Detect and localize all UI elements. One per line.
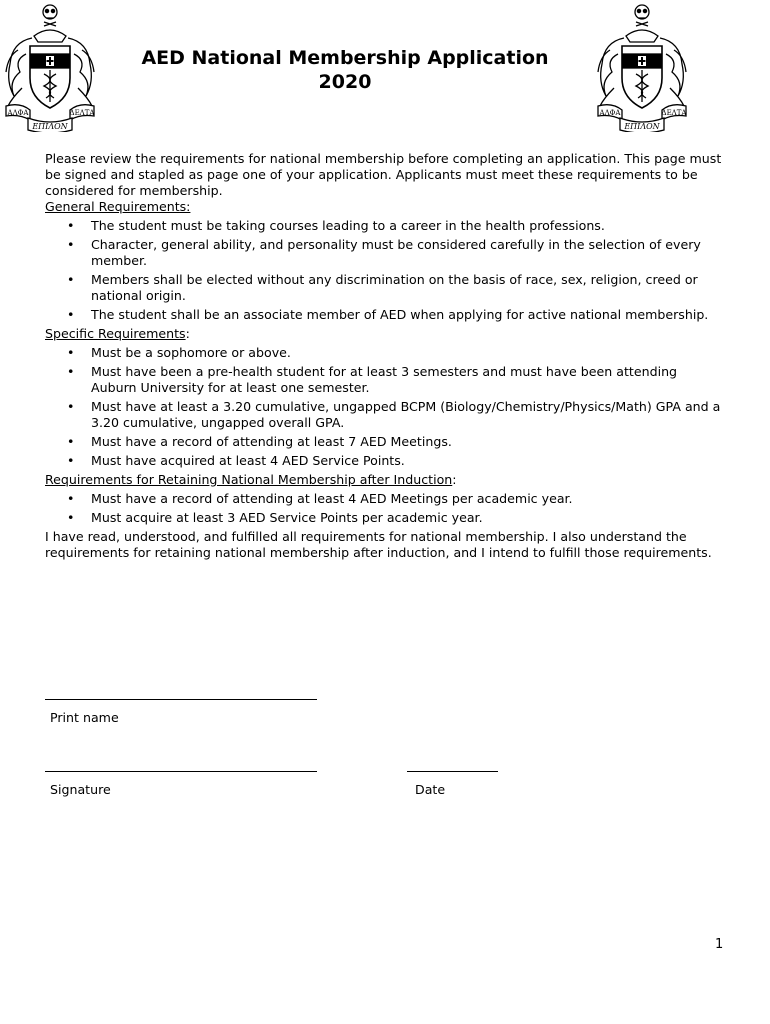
page-number: 1 bbox=[715, 937, 724, 952]
general-requirements-list bbox=[45, 218, 725, 323]
page-title bbox=[120, 46, 570, 94]
requirements-content bbox=[45, 151, 725, 561]
print-name-label: Print name bbox=[50, 710, 119, 725]
print-name-line[interactable] bbox=[45, 699, 317, 700]
list-item: • The student must be taking courses leading to a career in the health professions. bbox=[91, 218, 725, 234]
intro-paragraph: Please review the requirements for national membership before completing an application. This page must be signed and stapled as page one of your application. Applicants must meet these requirements to be considered for membership. bbox=[45, 151, 722, 198]
fraternity-crest-left bbox=[0, 2, 100, 132]
specific-requirements-list bbox=[45, 345, 725, 469]
page-title-line-1: AED National Membership Application bbox=[141, 47, 549, 69]
retaining-requirements-list bbox=[45, 491, 725, 526]
date-line[interactable] bbox=[407, 771, 498, 772]
crest-motto-ribbon: ΕΠΙΛΟΝ bbox=[32, 122, 68, 131]
retaining-requirements-heading: Requirements for Retaining National Membership after Induction: bbox=[45, 472, 457, 487]
fraternity-crest-right bbox=[592, 2, 692, 132]
page-title-line-2: 2020 bbox=[318, 71, 372, 93]
list-item: • Must have been a pre-health student for at least 3 semesters and must have been attending Auburn University for at least one semester. bbox=[91, 364, 725, 396]
list-item: • Must acquire at least 3 AED Service Points per academic year. bbox=[91, 510, 725, 526]
general-requirements-heading: General Requirements: bbox=[45, 199, 191, 214]
list-item: • Must have a record of attending at least 4 AED Meetings per academic year. bbox=[91, 491, 725, 507]
specific-requirements-heading: Specific Requirements: bbox=[45, 326, 190, 341]
signature-line[interactable] bbox=[45, 771, 317, 772]
acknowledgement-statement: I have read, understood, and fulfilled all requirements for national membership. I also understand the requirements for retaining national membership after induction, and I intend to fulfill those requirements. bbox=[45, 529, 712, 560]
list-item: • Must be a sophomore or above. bbox=[91, 345, 725, 361]
list-item: • Must have a record of attending at least 7 AED Meetings. bbox=[91, 434, 725, 450]
crest-motto-right: ΔΕΛΤΑ bbox=[661, 109, 687, 117]
list-item: • Character, general ability, and personality must be considered carefully in the selection of every member. bbox=[91, 237, 725, 269]
crest-motto-left: ΑΛΦΑ bbox=[7, 109, 29, 117]
crest-motto-ribbon: ΕΠΙΛΟΝ bbox=[624, 122, 660, 131]
list-item: • Must have acquired at least 4 AED Service Points. bbox=[91, 453, 725, 469]
list-item: • Members shall be elected without any discrimination on the basis of race, sex, religion, creed or national origin. bbox=[91, 272, 725, 304]
crest-motto-right: ΔΕΛΤΑ bbox=[69, 109, 95, 117]
date-label: Date bbox=[415, 782, 446, 797]
list-item: • Must have at least a 3.20 cumulative, ungapped BCPM (Biology/Chemistry/Physics/Math) GPA and a 3.20 cumulative, ungapped overall GPA. bbox=[91, 399, 725, 431]
crest-motto-left: ΑΛΦΑ bbox=[599, 109, 621, 117]
signature-label: Signature bbox=[50, 782, 111, 797]
list-item: • The student shall be an associate member of AED when applying for active national membership. bbox=[91, 307, 725, 323]
